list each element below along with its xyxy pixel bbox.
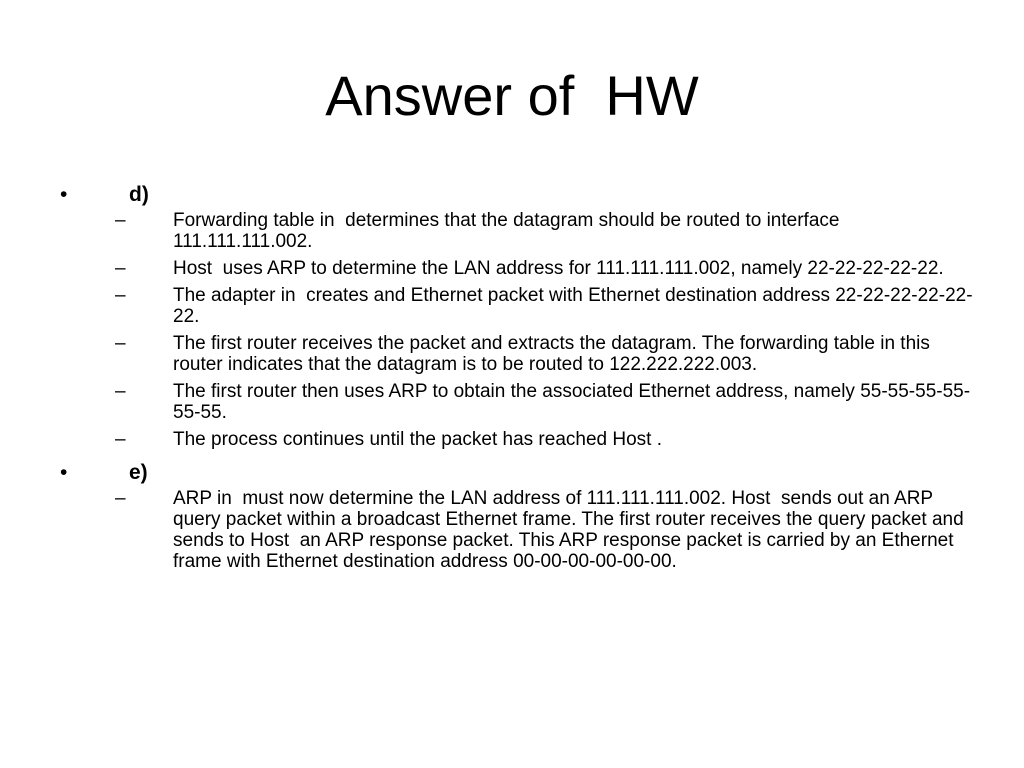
slide-body [0,180,1024,580]
list-item-text: ARP in must now determine the LAN address of 111.111.111.002. Host sends out an ARP query packet within a broadcast Ethernet frame. The first router receives the query packet and sends to Host an ARP response packet. This ARP response packet is carried by an Ethernet frame with Ethernet destination address 00-00-00-00-00-00. [173,488,969,572]
bullet-d [0,180,1024,210]
list-item [0,488,1024,572]
bullet-dot-icon: • [60,183,68,206]
bullet-dot-icon: • [60,461,68,484]
list-item-text: The process continues until the packet has reached Host . [173,429,662,450]
sub-list-e [0,488,1024,572]
bullet-e [0,458,1024,488]
dash-icon: – [115,210,126,231]
dash-icon: – [115,333,126,354]
dash-icon: – [115,429,126,450]
list-item-text: The first router receives the packet and extracts the datagram. The forwarding table in this router indicates that the datagram is to be routed to 122.222.222.003. [173,333,936,375]
list-item [0,381,1024,423]
list-item [0,285,1024,327]
dash-icon: – [115,488,126,509]
list-item [0,258,1024,279]
list-item-text: The first router then uses ARP to obtain the associated Ethernet address, namely 55-55-55-55-55-55. [173,381,971,423]
slide-title: Answer of HW [325,64,699,127]
dash-icon: – [115,258,126,279]
dash-icon: – [115,285,126,306]
list-item [0,333,1024,375]
list-item-text: Host uses ARP to determine the LAN address for 111.111.111.002, namely 22-22-22-22-22. [173,258,944,279]
list-item [0,429,1024,450]
list-item-text: The adapter in creates and Ethernet packet with Ethernet destination address 22-22-22-22-22-22. [173,285,973,327]
sub-list-d [0,210,1024,450]
dash-icon: – [115,381,126,402]
list-item [0,210,1024,252]
bullet-label-e: e) [129,461,148,484]
bullet-label-d: d) [129,183,149,206]
list-item-text: Forwarding table in determines that the datagram should be routed to interface 111.111.111.002. [173,210,845,252]
